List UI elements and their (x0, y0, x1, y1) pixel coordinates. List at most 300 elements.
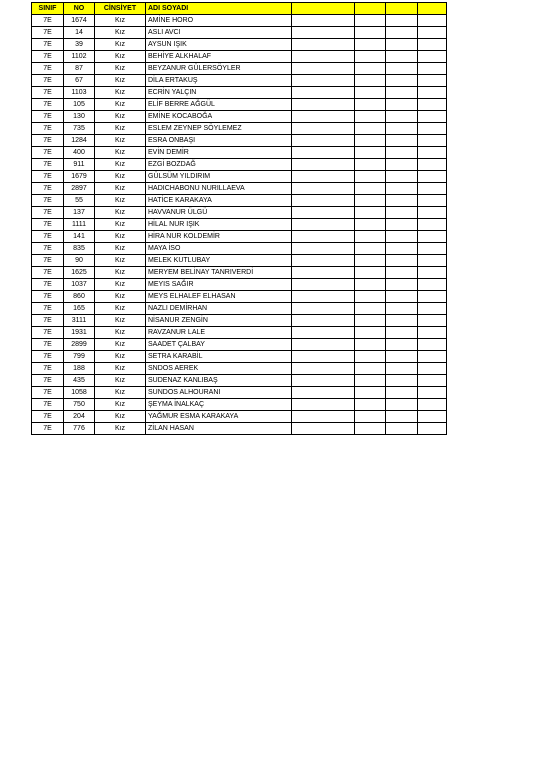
empty-cell[interactable] (418, 243, 447, 255)
cell-sinif[interactable]: 7E (32, 291, 64, 303)
cell-adi-soyadi[interactable]: HADICHABONU NURILLAEVA (146, 183, 292, 195)
empty-cell[interactable] (292, 339, 355, 351)
cell-sinif[interactable]: 7E (32, 171, 64, 183)
cell-adi-soyadi[interactable]: HİRA NUR KOLDEMİR (146, 231, 292, 243)
cell-adi-soyadi[interactable]: SAADET ÇALBAY (146, 339, 292, 351)
cell-adi-soyadi[interactable]: MEYS ELHALEF ELHASAN (146, 291, 292, 303)
cell-adi-soyadi[interactable]: BEYZANUR GÜLERSÖYLER (146, 63, 292, 75)
empty-cell[interactable] (386, 207, 418, 219)
empty-cell[interactable] (418, 363, 447, 375)
cell-adi-soyadi[interactable]: NİSANUR ZENGİN (146, 315, 292, 327)
empty-cell[interactable] (418, 339, 447, 351)
cell-cinsiyet[interactable]: Kız (95, 51, 146, 63)
cell-adi-soyadi[interactable]: EMİNE KOCABOĞA (146, 111, 292, 123)
cell-sinif[interactable]: 7E (32, 243, 64, 255)
empty-cell[interactable] (355, 303, 386, 315)
empty-cell[interactable] (418, 423, 447, 435)
cell-adi-soyadi[interactable]: BEHİYE ALKHALAF (146, 51, 292, 63)
cell-cinsiyet[interactable]: Kız (95, 243, 146, 255)
cell-no[interactable]: 835 (64, 243, 95, 255)
empty-cell[interactable] (292, 111, 355, 123)
empty-cell[interactable] (355, 423, 386, 435)
empty-cell[interactable] (418, 315, 447, 327)
cell-no[interactable]: 1037 (64, 279, 95, 291)
empty-cell[interactable] (418, 231, 447, 243)
table-row (32, 339, 447, 351)
cell-adi-soyadi[interactable]: AYSUN IŞIK (146, 39, 292, 51)
cell-cinsiyet[interactable]: Kız (95, 423, 146, 435)
empty-cell[interactable] (292, 87, 355, 99)
empty-cell[interactable] (418, 303, 447, 315)
cell-sinif[interactable]: 7E (32, 255, 64, 267)
empty-cell[interactable] (418, 111, 447, 123)
empty-cell[interactable] (355, 267, 386, 279)
cell-no[interactable]: 3111 (64, 315, 95, 327)
table-row (32, 399, 447, 411)
cell-no[interactable]: 1625 (64, 267, 95, 279)
cell-adi-soyadi[interactable]: GÜLSÜM YILDIRIM (146, 171, 292, 183)
cell-sinif[interactable]: 7E (32, 399, 64, 411)
cell-sinif[interactable]: 7E (32, 207, 64, 219)
empty-cell[interactable] (418, 411, 447, 423)
cell-adi-soyadi[interactable]: ECRİN YALÇIN (146, 87, 292, 99)
empty-cell[interactable] (386, 159, 418, 171)
empty-cell[interactable] (292, 159, 355, 171)
empty-cell[interactable] (386, 51, 418, 63)
empty-cell[interactable] (386, 171, 418, 183)
empty-cell[interactable] (355, 195, 386, 207)
cell-adi-soyadi[interactable]: EVİN DEMİR (146, 147, 292, 159)
cell-no[interactable]: 1931 (64, 327, 95, 339)
empty-cell[interactable] (292, 327, 355, 339)
cell-no[interactable]: 435 (64, 375, 95, 387)
cell-adi-soyadi[interactable]: HİLAL NUR IŞIK (146, 219, 292, 231)
empty-cell[interactable] (418, 75, 447, 87)
table-row (32, 63, 447, 75)
empty-cell[interactable] (292, 207, 355, 219)
empty-cell[interactable] (355, 147, 386, 159)
empty-cell[interactable] (292, 183, 355, 195)
empty-cell[interactable] (418, 99, 447, 111)
cell-cinsiyet[interactable]: Kız (95, 399, 146, 411)
empty-cell[interactable] (355, 375, 386, 387)
empty-cell[interactable] (292, 387, 355, 399)
cell-no[interactable]: 1103 (64, 87, 95, 99)
empty-cell[interactable] (418, 87, 447, 99)
table-row (32, 219, 447, 231)
empty-cell[interactable] (355, 411, 386, 423)
cell-no[interactable]: 130 (64, 111, 95, 123)
empty-cell[interactable] (418, 255, 447, 267)
cell-cinsiyet[interactable]: Kız (95, 327, 146, 339)
header-sinif[interactable]: SINIF (32, 3, 64, 15)
cell-adi-soyadi[interactable]: HAVVANUR ÜLGÜ (146, 207, 292, 219)
cell-cinsiyet[interactable]: Kız (95, 123, 146, 135)
empty-cell[interactable] (386, 27, 418, 39)
cell-no[interactable]: 14 (64, 27, 95, 39)
empty-cell[interactable] (355, 231, 386, 243)
cell-no[interactable]: 1674 (64, 15, 95, 27)
cell-cinsiyet[interactable]: Kız (95, 351, 146, 363)
cell-adi-soyadi[interactable]: EZGİ BOZDAĞ (146, 159, 292, 171)
empty-cell[interactable] (292, 123, 355, 135)
table-row (32, 183, 447, 195)
empty-cell[interactable] (386, 327, 418, 339)
empty-cell[interactable] (292, 99, 355, 111)
header-cinsiyet[interactable]: CİNSİYET (95, 3, 146, 15)
empty-cell[interactable] (386, 423, 418, 435)
cell-cinsiyet[interactable]: Kız (95, 195, 146, 207)
empty-cell[interactable] (292, 171, 355, 183)
empty-cell[interactable] (292, 75, 355, 87)
empty-cell[interactable] (418, 135, 447, 147)
empty-cell[interactable] (355, 27, 386, 39)
empty-cell[interactable] (418, 387, 447, 399)
empty-cell[interactable] (292, 219, 355, 231)
cell-adi-soyadi[interactable]: YAĞMUR ESMA KARAKAYA (146, 411, 292, 423)
empty-cell[interactable] (355, 99, 386, 111)
cell-cinsiyet[interactable]: Kız (95, 63, 146, 75)
cell-sinif[interactable]: 7E (32, 63, 64, 75)
empty-cell[interactable] (418, 267, 447, 279)
empty-cell[interactable] (355, 123, 386, 135)
cell-no[interactable]: 137 (64, 207, 95, 219)
cell-adi-soyadi[interactable]: MEYIS SAĞIR (146, 279, 292, 291)
cell-adi-soyadi[interactable]: ESRA ONBAŞI (146, 135, 292, 147)
empty-cell[interactable] (292, 39, 355, 51)
cell-sinif[interactable]: 7E (32, 111, 64, 123)
empty-cell[interactable] (418, 123, 447, 135)
empty-cell[interactable] (355, 339, 386, 351)
empty-cell[interactable] (355, 351, 386, 363)
cell-no[interactable]: 860 (64, 291, 95, 303)
cell-sinif[interactable]: 7E (32, 411, 64, 423)
cell-cinsiyet[interactable]: Kız (95, 39, 146, 51)
empty-cell[interactable] (355, 255, 386, 267)
cell-adi-soyadi[interactable]: AMİNE HORO (146, 15, 292, 27)
cell-sinif[interactable]: 7E (32, 159, 64, 171)
cell-no[interactable]: 1058 (64, 387, 95, 399)
empty-cell[interactable] (355, 363, 386, 375)
cell-cinsiyet[interactable]: Kız (95, 315, 146, 327)
cell-sinif[interactable]: 7E (32, 87, 64, 99)
cell-cinsiyet[interactable]: Kız (95, 171, 146, 183)
cell-cinsiyet[interactable]: Kız (95, 183, 146, 195)
empty-cell[interactable] (355, 51, 386, 63)
cell-cinsiyet[interactable]: Kız (95, 291, 146, 303)
empty-cell[interactable] (355, 63, 386, 75)
cell-no[interactable]: 39 (64, 39, 95, 51)
cell-no[interactable]: 2899 (64, 339, 95, 351)
empty-cell[interactable] (386, 147, 418, 159)
cell-adi-soyadi[interactable]: ZİLAN HASAN (146, 423, 292, 435)
cell-sinif[interactable]: 7E (32, 267, 64, 279)
cell-sinif[interactable]: 7E (32, 99, 64, 111)
cell-adi-soyadi[interactable]: HATİCE KARAKAYA (146, 195, 292, 207)
empty-cell[interactable] (292, 243, 355, 255)
empty-cell[interactable] (386, 75, 418, 87)
cell-cinsiyet[interactable]: Kız (95, 111, 146, 123)
cell-cinsiyet[interactable]: Kız (95, 147, 146, 159)
empty-cell[interactable] (386, 279, 418, 291)
empty-cell[interactable] (386, 63, 418, 75)
empty-cell[interactable] (418, 375, 447, 387)
empty-cell[interactable] (355, 111, 386, 123)
empty-cell[interactable] (355, 399, 386, 411)
cell-sinif[interactable]: 7E (32, 135, 64, 147)
empty-cell[interactable] (292, 411, 355, 423)
cell-no[interactable]: 400 (64, 147, 95, 159)
cell-no[interactable]: 2897 (64, 183, 95, 195)
cell-sinif[interactable]: 7E (32, 231, 64, 243)
table-row (32, 279, 447, 291)
cell-no[interactable]: 1111 (64, 219, 95, 231)
empty-cell[interactable] (386, 339, 418, 351)
cell-cinsiyet[interactable]: Kız (95, 411, 146, 423)
empty-cell[interactable] (355, 387, 386, 399)
empty-cell[interactable] (386, 255, 418, 267)
empty-cell[interactable] (386, 351, 418, 363)
cell-cinsiyet[interactable]: Kız (95, 387, 146, 399)
cell-sinif[interactable]: 7E (32, 387, 64, 399)
cell-cinsiyet[interactable]: Kız (95, 207, 146, 219)
cell-no[interactable]: 1102 (64, 51, 95, 63)
empty-cell[interactable] (386, 183, 418, 195)
cell-cinsiyet[interactable]: Kız (95, 255, 146, 267)
empty-cell[interactable] (418, 399, 447, 411)
cell-adi-soyadi[interactable]: MAYA İSO (146, 243, 292, 255)
cell-sinif[interactable]: 7E (32, 375, 64, 387)
student-list-table (31, 2, 447, 435)
empty-cell[interactable] (386, 99, 418, 111)
header-empty-cell[interactable] (386, 3, 418, 15)
cell-sinif[interactable]: 7E (32, 219, 64, 231)
cell-sinif[interactable]: 7E (32, 327, 64, 339)
cell-sinif[interactable]: 7E (32, 423, 64, 435)
cell-sinif[interactable]: 7E (32, 303, 64, 315)
empty-cell[interactable] (355, 159, 386, 171)
cell-no[interactable]: 90 (64, 255, 95, 267)
empty-cell[interactable] (355, 219, 386, 231)
empty-cell[interactable] (292, 27, 355, 39)
empty-cell[interactable] (355, 183, 386, 195)
empty-cell[interactable] (292, 231, 355, 243)
cell-no[interactable]: 67 (64, 75, 95, 87)
header-empty-cell[interactable] (292, 3, 355, 15)
empty-cell[interactable] (386, 219, 418, 231)
cell-cinsiyet[interactable]: Kız (95, 231, 146, 243)
empty-cell[interactable] (355, 291, 386, 303)
cell-sinif[interactable]: 7E (32, 147, 64, 159)
empty-cell[interactable] (418, 171, 447, 183)
empty-cell[interactable] (418, 183, 447, 195)
empty-cell[interactable] (292, 315, 355, 327)
cell-sinif[interactable]: 7E (32, 351, 64, 363)
table-row (32, 375, 447, 387)
empty-cell[interactable] (386, 135, 418, 147)
cell-cinsiyet[interactable]: Kız (95, 27, 146, 39)
header-empty-cell[interactable] (355, 3, 386, 15)
cell-no[interactable]: 1679 (64, 171, 95, 183)
cell-no[interactable]: 55 (64, 195, 95, 207)
empty-cell[interactable] (386, 111, 418, 123)
empty-cell[interactable] (418, 195, 447, 207)
cell-sinif[interactable]: 7E (32, 27, 64, 39)
empty-cell[interactable] (292, 375, 355, 387)
empty-cell[interactable] (418, 147, 447, 159)
empty-cell[interactable] (292, 147, 355, 159)
table-row (32, 27, 447, 39)
cell-no[interactable]: 911 (64, 159, 95, 171)
cell-cinsiyet[interactable]: Kız (95, 339, 146, 351)
cell-cinsiyet[interactable]: Kız (95, 135, 146, 147)
cell-adi-soyadi[interactable]: MELEK KUTLUBAY (146, 255, 292, 267)
cell-cinsiyet[interactable]: Kız (95, 363, 146, 375)
cell-adi-soyadi[interactable]: DİLA ERTAKUŞ (146, 75, 292, 87)
empty-cell[interactable] (292, 195, 355, 207)
empty-cell[interactable] (418, 159, 447, 171)
cell-cinsiyet[interactable]: Kız (95, 279, 146, 291)
cell-sinif[interactable]: 7E (32, 363, 64, 375)
empty-cell[interactable] (292, 63, 355, 75)
empty-cell[interactable] (355, 243, 386, 255)
empty-cell[interactable] (292, 51, 355, 63)
empty-cell[interactable] (386, 291, 418, 303)
cell-adi-soyadi[interactable]: ŞEYMA İNALKAÇ (146, 399, 292, 411)
empty-cell[interactable] (292, 135, 355, 147)
empty-cell[interactable] (418, 351, 447, 363)
cell-cinsiyet[interactable]: Kız (95, 375, 146, 387)
empty-cell[interactable] (292, 303, 355, 315)
cell-adi-soyadi[interactable]: SUDENAZ KANLIBAŞ (146, 375, 292, 387)
cell-no[interactable]: 87 (64, 63, 95, 75)
empty-cell[interactable] (292, 291, 355, 303)
cell-adi-soyadi[interactable]: ASLI AVCI (146, 27, 292, 39)
header-no[interactable]: NO (64, 3, 95, 15)
empty-cell[interactable] (355, 279, 386, 291)
empty-cell[interactable] (355, 207, 386, 219)
cell-no[interactable]: 188 (64, 363, 95, 375)
cell-no[interactable]: 141 (64, 231, 95, 243)
cell-no[interactable]: 735 (64, 123, 95, 135)
empty-cell[interactable] (386, 411, 418, 423)
cell-adi-soyadi[interactable]: SNDOS AEREK (146, 363, 292, 375)
empty-cell[interactable] (386, 303, 418, 315)
cell-cinsiyet[interactable]: Kız (95, 303, 146, 315)
cell-sinif[interactable]: 7E (32, 315, 64, 327)
cell-cinsiyet[interactable]: Kız (95, 75, 146, 87)
empty-cell[interactable] (292, 267, 355, 279)
empty-cell[interactable] (386, 87, 418, 99)
empty-cell[interactable] (355, 171, 386, 183)
empty-cell[interactable] (418, 291, 447, 303)
cell-cinsiyet[interactable]: Kız (95, 99, 146, 111)
cell-cinsiyet[interactable]: Kız (95, 267, 146, 279)
header-adi-soyadi[interactable]: ADI SOYADI (146, 3, 292, 15)
empty-cell[interactable] (355, 39, 386, 51)
empty-cell[interactable] (292, 255, 355, 267)
cell-no[interactable]: 750 (64, 399, 95, 411)
empty-cell[interactable] (386, 363, 418, 375)
cell-adi-soyadi[interactable]: SUNDOS ALHOURANI (146, 387, 292, 399)
empty-cell[interactable] (418, 279, 447, 291)
empty-cell[interactable] (418, 15, 447, 27)
cell-sinif[interactable]: 7E (32, 279, 64, 291)
cell-adi-soyadi[interactable]: SETRA KARABİL (146, 351, 292, 363)
empty-cell[interactable] (386, 123, 418, 135)
empty-cell[interactable] (355, 15, 386, 27)
empty-cell[interactable] (386, 15, 418, 27)
empty-cell[interactable] (418, 207, 447, 219)
empty-cell[interactable] (418, 219, 447, 231)
cell-cinsiyet[interactable]: Kız (95, 87, 146, 99)
empty-cell[interactable] (292, 363, 355, 375)
empty-cell[interactable] (386, 39, 418, 51)
empty-cell[interactable] (292, 423, 355, 435)
empty-cell[interactable] (386, 399, 418, 411)
cell-adi-soyadi[interactable]: ELİF BERRE AĞGÜL (146, 99, 292, 111)
empty-cell[interactable] (418, 327, 447, 339)
table-row (32, 75, 447, 87)
cell-adi-soyadi[interactable]: MERYEM BELİNAY TANRIVERDİ (146, 267, 292, 279)
cell-no[interactable]: 165 (64, 303, 95, 315)
cell-sinif[interactable]: 7E (32, 195, 64, 207)
empty-cell[interactable] (386, 195, 418, 207)
cell-cinsiyet[interactable]: Kız (95, 219, 146, 231)
cell-sinif[interactable]: 7E (32, 15, 64, 27)
cell-sinif[interactable]: 7E (32, 123, 64, 135)
cell-no[interactable]: 204 (64, 411, 95, 423)
cell-adi-soyadi[interactable]: NAZLI DEMİRHAN (146, 303, 292, 315)
empty-cell[interactable] (292, 279, 355, 291)
empty-cell[interactable] (418, 63, 447, 75)
empty-cell[interactable] (386, 375, 418, 387)
empty-cell[interactable] (292, 15, 355, 27)
empty-cell[interactable] (386, 267, 418, 279)
cell-no[interactable]: 776 (64, 423, 95, 435)
header-empty-cell[interactable] (418, 3, 447, 15)
table-body (32, 15, 447, 435)
cell-no[interactable]: 799 (64, 351, 95, 363)
cell-sinif[interactable]: 7E (32, 51, 64, 63)
empty-cell[interactable] (355, 315, 386, 327)
empty-cell[interactable] (292, 351, 355, 363)
empty-cell[interactable] (355, 135, 386, 147)
cell-adi-soyadi[interactable]: RAVZANUR LALE (146, 327, 292, 339)
cell-no[interactable]: 105 (64, 99, 95, 111)
empty-cell[interactable] (418, 39, 447, 51)
cell-sinif[interactable]: 7E (32, 339, 64, 351)
empty-cell[interactable] (355, 327, 386, 339)
empty-cell[interactable] (355, 75, 386, 87)
cell-no[interactable]: 1284 (64, 135, 95, 147)
cell-sinif[interactable]: 7E (32, 75, 64, 87)
table-row (32, 351, 447, 363)
empty-cell[interactable] (386, 243, 418, 255)
empty-cell[interactable] (292, 399, 355, 411)
cell-cinsiyet[interactable]: Kız (95, 15, 146, 27)
cell-sinif[interactable]: 7E (32, 183, 64, 195)
empty-cell[interactable] (386, 387, 418, 399)
cell-adi-soyadi[interactable]: ESLEM ZEYNEP SÖYLEMEZ (146, 123, 292, 135)
cell-sinif[interactable]: 7E (32, 39, 64, 51)
empty-cell[interactable] (386, 315, 418, 327)
empty-cell[interactable] (418, 51, 447, 63)
empty-cell[interactable] (355, 87, 386, 99)
empty-cell[interactable] (418, 27, 447, 39)
empty-cell[interactable] (386, 231, 418, 243)
cell-cinsiyet[interactable]: Kız (95, 159, 146, 171)
